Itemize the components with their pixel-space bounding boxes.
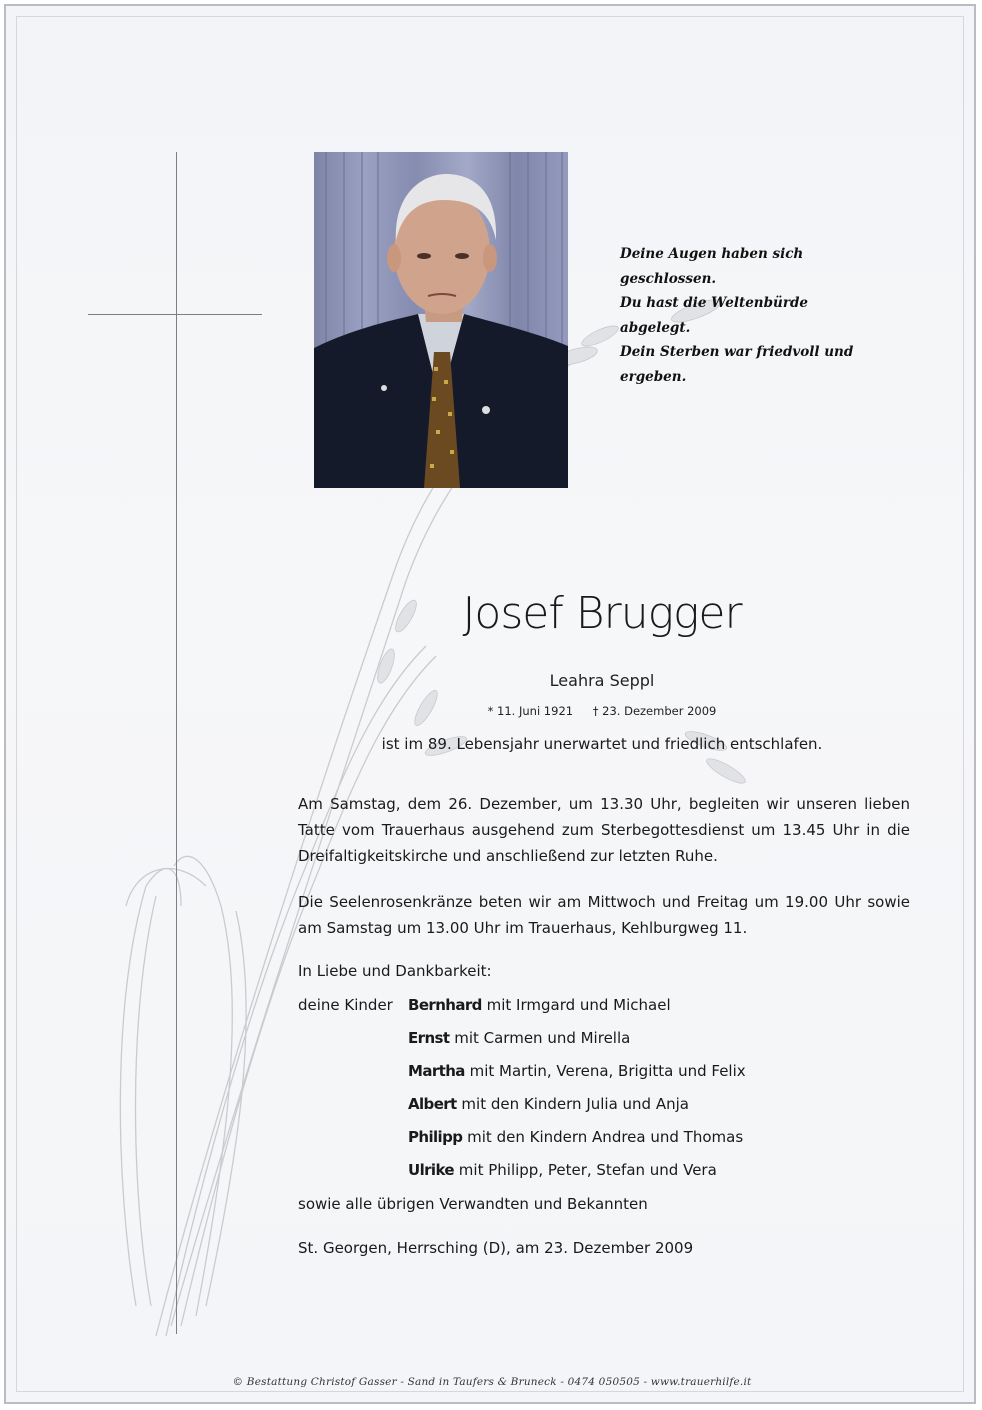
children-label: deine Kinder: [298, 996, 393, 1014]
birth-date: * 11. Juni 1921: [487, 704, 574, 718]
quote-line: Deine Augen haben sich: [620, 246, 804, 262]
other-mourners: sowie alle übrigen Verwandten und Bekannten: [298, 1195, 648, 1213]
child-family: mit den Kindern Andrea und Thomas: [467, 1128, 744, 1146]
child-entry: [408, 1128, 743, 1146]
announcement: ist im 89. Lebensjahr unerwartet und friedlich entschlafen.: [381, 735, 823, 753]
quote-line: geschlossen.: [620, 270, 717, 287]
mourners-intro: In Liebe und Dankbarkeit:: [298, 962, 492, 980]
child-entry: [408, 1095, 689, 1113]
child-family: mit den Kindern Julia und Anja: [461, 1095, 689, 1113]
place-and-date: St. Georgen, Herrsching (D), am 23. Dezember 2009: [298, 1239, 694, 1257]
child-entry: [408, 1029, 630, 1047]
child-name: Martha: [408, 1062, 465, 1080]
life-dates: [402, 704, 802, 718]
child-name: Ernst: [408, 1029, 450, 1047]
child-family: mit Carmen und Mirella: [454, 1029, 631, 1047]
deceased-name: Josef Brugger: [462, 588, 742, 639]
child-family: mit Martin, Verena, Brigitta und Felix: [469, 1062, 746, 1080]
child-entry: [408, 1161, 717, 1179]
child-entry: [408, 1062, 746, 1080]
child-name: Albert: [408, 1095, 457, 1113]
funeral-paragraph: Am Samstag, dem 26. Dezember, um 13.30 Uhr, begleiten wir unseren lieben Tatte vom Trauerhaus ausgehend zum Sterbegottesdienst um 13.45 Uhr in die Dreifaltigkeitskirche und anschließend zur letzten Ruhe.: [298, 795, 910, 865]
child-name: Ulrike: [408, 1161, 455, 1179]
child-family: mit Irmgard und Michael: [486, 996, 671, 1014]
quote: [620, 242, 880, 390]
rosary-paragraph: Die Seelenrosenkränze beten wir am Mittwoch und Freitag um 19.00 Uhr sowie am Samstag um 13.00 Uhr im Trauerhaus, Kehlburgweg 11.: [298, 893, 910, 937]
cross-vertical-line: [176, 152, 177, 1334]
quote-line: Dein Sterben war friedvoll und: [620, 344, 854, 361]
child-name: Bernhard: [408, 996, 482, 1014]
quote-line: abgelegt.: [620, 319, 691, 336]
child-entry: [408, 996, 671, 1014]
death-date: † 23. Dezember 2009: [592, 704, 717, 718]
footer-credit: © Bestattung Christof Gasser - Sand in Taufers & Bruneck - 0474 050505 - www.trauerhilfe.it: [232, 1376, 752, 1388]
cross-horizontal-line: [88, 314, 262, 315]
child-name: Philipp: [408, 1128, 463, 1146]
quote-line: Du hast die Weltenbürde: [620, 295, 808, 312]
child-family: mit Philipp, Peter, Stefan und Vera: [458, 1161, 717, 1179]
portrait-photo: [314, 152, 568, 488]
deceased-nickname: Leahra Seppl: [549, 671, 655, 690]
quote-line: ergeben.: [620, 368, 687, 385]
obituary-card: [4, 4, 976, 1404]
